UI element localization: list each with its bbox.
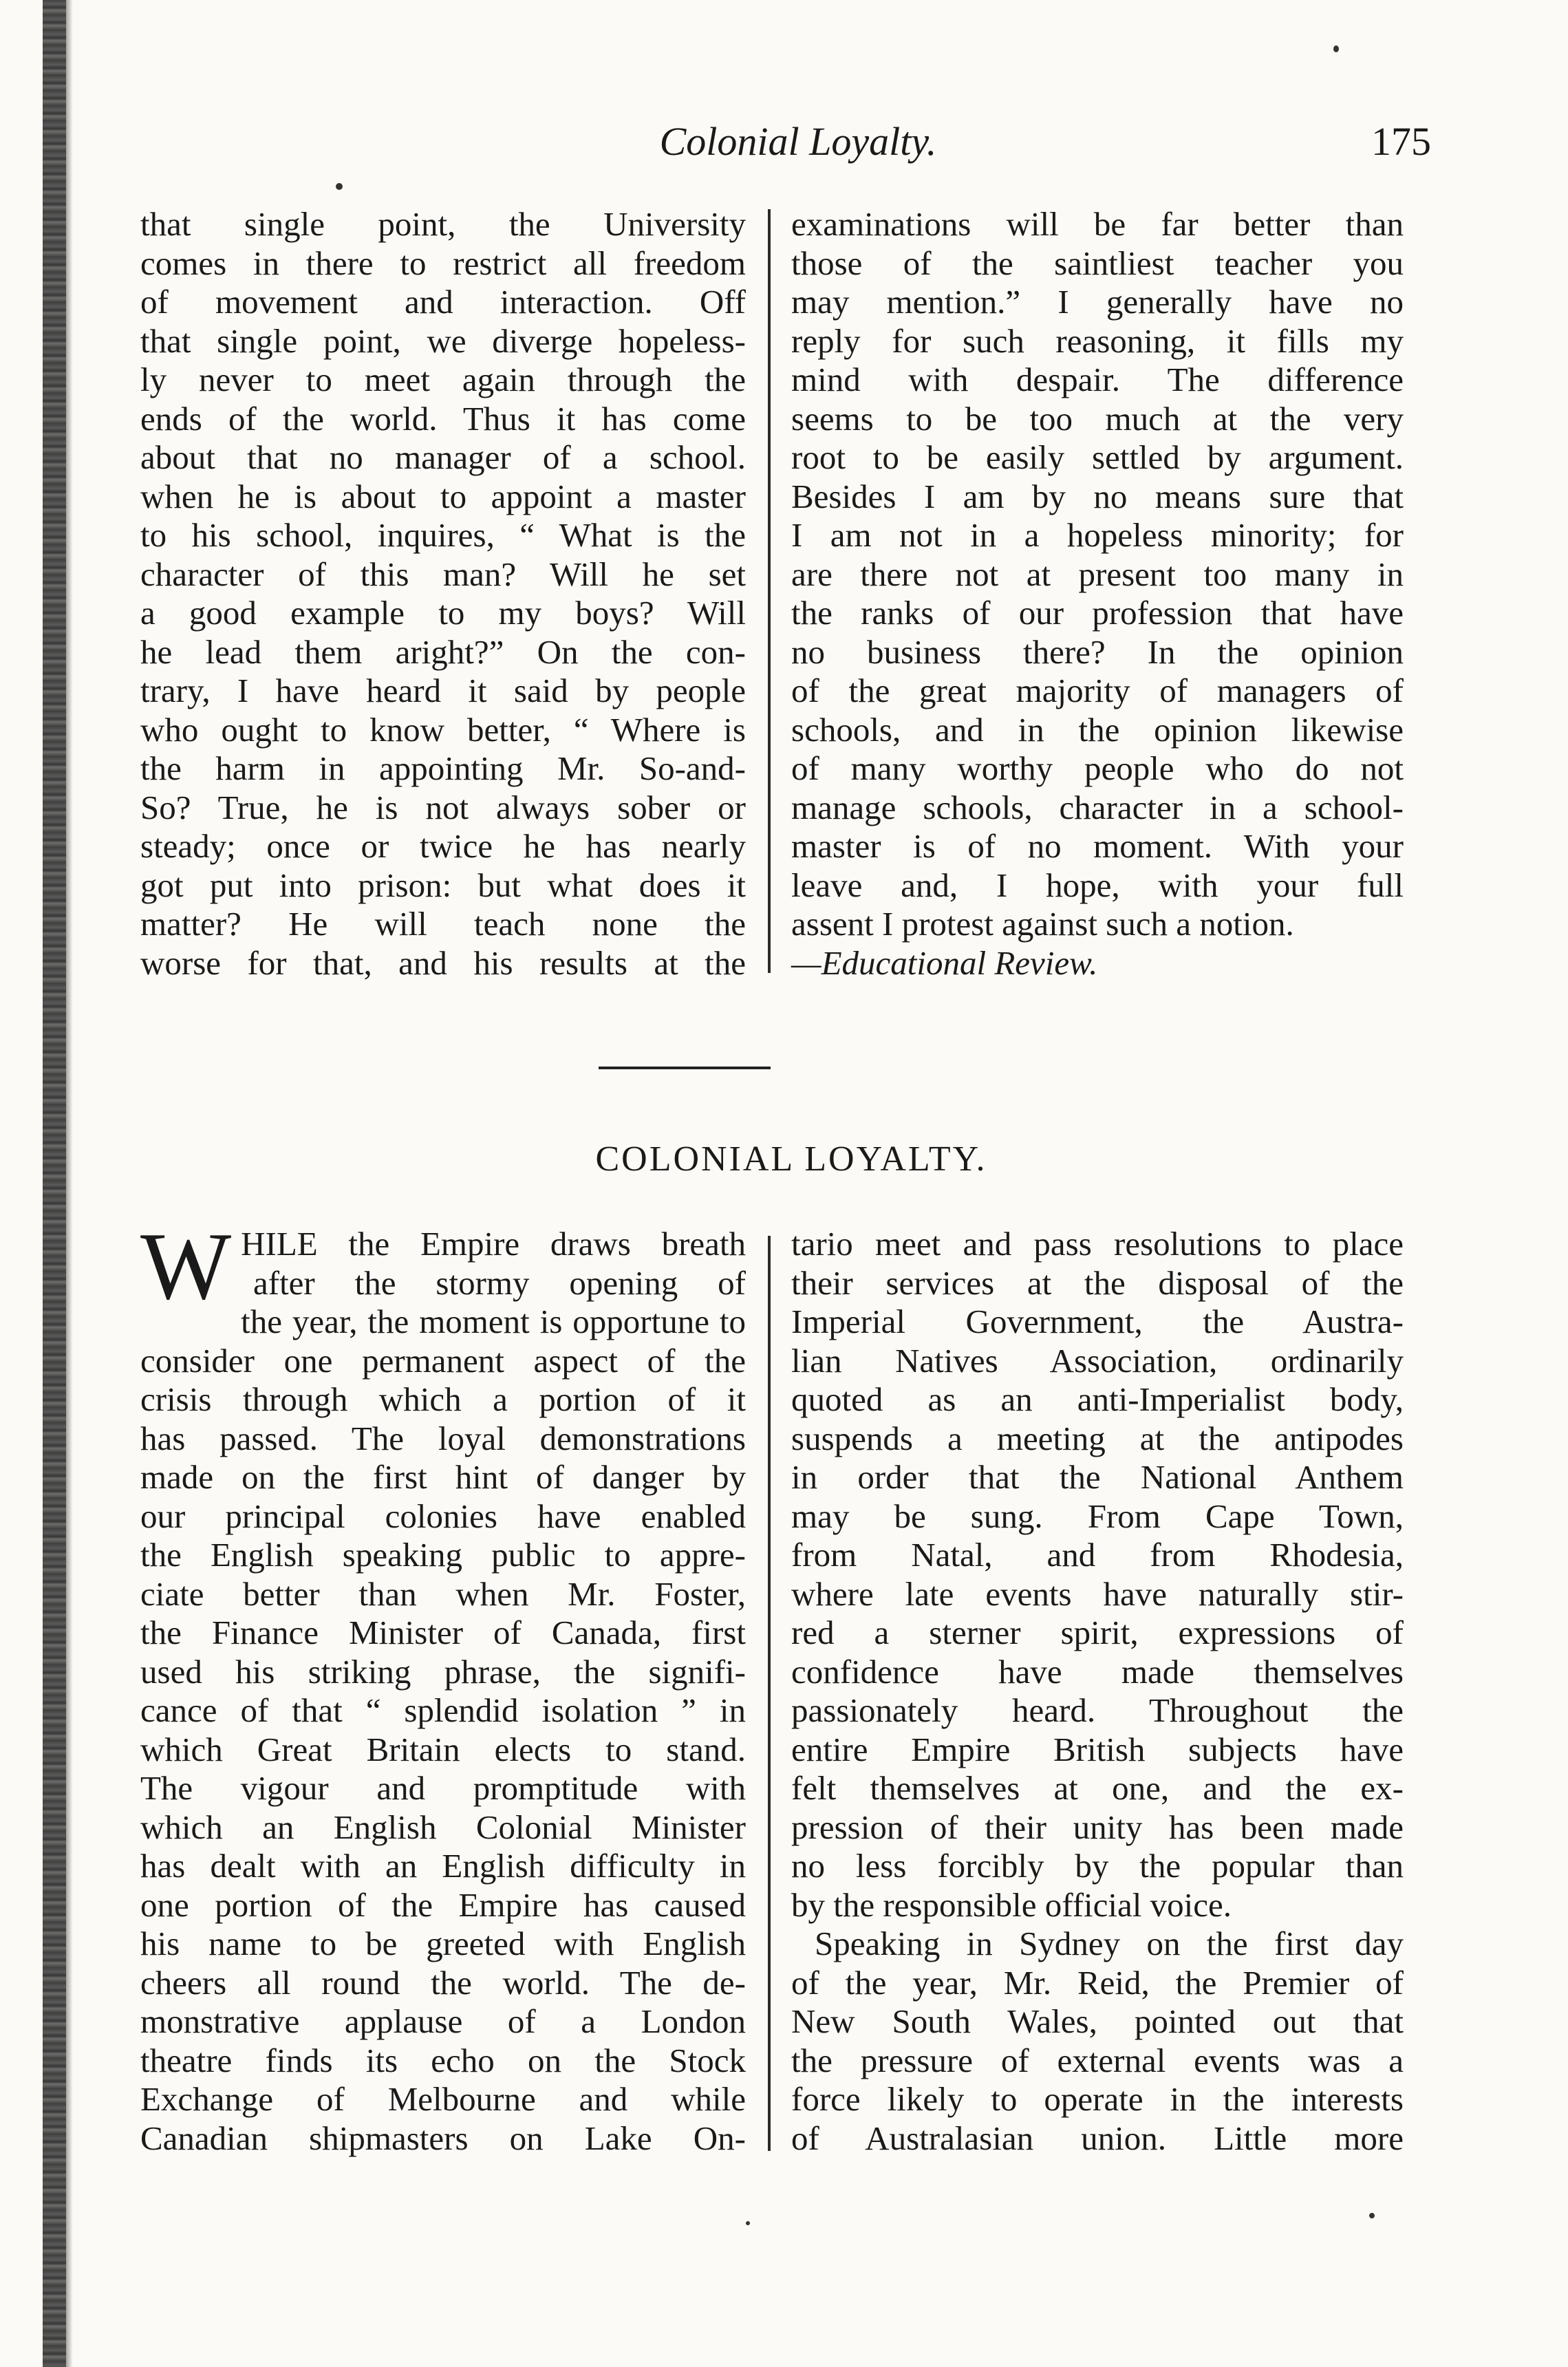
text-line: no less forcibly by the popular than xyxy=(791,1847,1404,1885)
spine-edge-shading xyxy=(66,0,73,2367)
scan-speck xyxy=(746,2221,750,2225)
text-line: ends of the world. Thus it has come xyxy=(140,399,746,438)
text-line: crisis through which a portion of it xyxy=(140,1380,746,1418)
text-line: his name to be greeted with English xyxy=(140,1925,746,1962)
text-line: trary, I have heard it said by people xyxy=(140,672,746,709)
text-line: may be sung. From Cape Town, xyxy=(791,1497,1404,1535)
text-line: from Natal, and from Rhodesia, xyxy=(791,1536,1404,1574)
text-line: their services at the disposal of the xyxy=(791,1263,1404,1302)
page-number: 175 xyxy=(1371,119,1431,164)
text-line: red a sterner spirit, expressions of xyxy=(791,1614,1404,1651)
scan-speck xyxy=(1333,45,1339,52)
text-line: New South Wales, pointed out that xyxy=(791,2002,1404,2040)
text-line: by the responsible official voice. xyxy=(791,1885,1232,1924)
text-line: Canadian shipmasters on Lake On- xyxy=(140,2119,746,2157)
text-line: that single point, we diverge hopeless- xyxy=(140,321,746,360)
text-line: cheers all round the world. The de- xyxy=(140,1963,746,2002)
text-line: ciate better than when Mr. Foster, xyxy=(140,1574,746,1613)
text-line: made on the first hint of danger by xyxy=(140,1458,746,1496)
text-line: comes in there to restrict all freedom xyxy=(140,244,746,282)
text-line: lian Natives Association, ordinarily xyxy=(791,1341,1404,1380)
article1-column-right xyxy=(791,205,1404,983)
text-line: master is of no moment. With your xyxy=(791,827,1404,865)
text-line: Imperial Government, the Austra- xyxy=(791,1303,1404,1340)
section-divider xyxy=(599,1067,771,1069)
text-line: suspends a meeting at the antipodes xyxy=(791,1419,1404,1457)
text-line: Speaking in Sydney on the first day xyxy=(815,1925,1404,1962)
text-line: the English speaking public to appre- xyxy=(140,1536,746,1574)
text-line: has dealt with an English difficulty in xyxy=(140,1847,746,1885)
text-line: of movement and interaction. Off xyxy=(140,283,746,321)
text-line: no business there? In the opinion xyxy=(791,632,1404,671)
text-line: who ought to know better, “ Where is xyxy=(140,710,746,749)
article2-column-right xyxy=(791,1225,1404,2158)
text-line: The vigour and promptitude with xyxy=(140,1769,746,1807)
text-line: are there not at present too many in xyxy=(791,555,1404,593)
text-line: worse for that, and his results at the xyxy=(140,943,746,982)
text-line: the Finance Minister of Canada, first xyxy=(140,1614,746,1651)
text-line: steady; once or twice he has nearly xyxy=(140,827,746,865)
text-line: after the stormy opening of xyxy=(253,1263,746,1302)
text-line: of the year, Mr. Reid, the Premier of xyxy=(791,1963,1404,2002)
article-heading: COLONIAL LOYALTY. xyxy=(595,1139,987,1179)
text-line: has passed. The loyal demonstrations xyxy=(140,1419,746,1457)
article1-column-left xyxy=(140,205,746,983)
text-line: where late events have naturally stir- xyxy=(791,1574,1404,1613)
text-line: So? True, he is not always sober or xyxy=(140,788,746,826)
text-line: Besides I am by no means sure that xyxy=(791,477,1404,515)
text-line: Exchange of Melbourne and while xyxy=(140,2080,746,2118)
text-line: confidence have made themselves xyxy=(791,1652,1404,1691)
text-line: one portion of the Empire has caused xyxy=(140,1885,746,1924)
text-line: those of the saintliest teacher you xyxy=(791,244,1404,282)
text-line: used his striking phrase, the signifi- xyxy=(140,1652,746,1691)
book-spine-shadow xyxy=(43,0,66,2367)
text-line: tario meet and pass resolutions to place xyxy=(791,1225,1404,1263)
text-line: the year, the moment is opportune to xyxy=(241,1303,746,1340)
source-citation: —Educational Review. xyxy=(791,943,1098,982)
text-line: which Great Britain elects to stand. xyxy=(140,1730,746,1768)
running-title: Colonial Loyalty. xyxy=(659,119,937,164)
column-divider xyxy=(768,209,771,973)
text-line: when he is about to appoint a master xyxy=(140,477,746,515)
scan-speck xyxy=(336,183,343,190)
text-line: quoted as an anti-Imperialist body, xyxy=(791,1380,1404,1418)
text-line: that single point, the University xyxy=(140,205,746,243)
text-line: a good example to my boys? Will xyxy=(140,594,746,632)
text-line: may mention.” I generally have no xyxy=(791,283,1404,321)
text-line: I am not in a hopeless minority; for xyxy=(791,516,1404,554)
text-line: the harm in appointing Mr. So-and- xyxy=(140,749,746,787)
text-line: character of this man? Will he set xyxy=(140,555,746,593)
text-line: in order that the National Anthem xyxy=(791,1458,1404,1496)
text-line: about that no manager of a school. xyxy=(140,438,746,476)
text-line: felt themselves at one, and the ex- xyxy=(791,1769,1404,1807)
text-line: cance of that “ splendid isolation ” in xyxy=(140,1691,746,1729)
text-line: schools, and in the opinion likewise xyxy=(791,710,1404,749)
drop-cap: W xyxy=(140,1213,232,1320)
text-line: passionately heard. Throughout the xyxy=(791,1691,1404,1729)
text-line: mind with despair. The difference xyxy=(791,361,1404,398)
text-line: to his school, inquires, “ What is the xyxy=(140,516,746,554)
text-line: our principal colonies have enabled xyxy=(140,1497,746,1535)
text-line: reply for such reasoning, it fills my xyxy=(791,321,1404,360)
text-line: of many worthy people who do not xyxy=(791,749,1404,787)
text-line: of the great majority of managers of xyxy=(791,672,1404,709)
text-line: leave and, I hope, with your full xyxy=(791,866,1404,904)
article2-column-left xyxy=(140,1213,746,2158)
text-line: pression of their unity has been made xyxy=(791,1808,1404,1846)
text-line: HILE the Empire draws breath xyxy=(241,1225,746,1263)
text-line: monstrative applause of a London xyxy=(140,2002,746,2040)
text-line: manage schools, character in a school- xyxy=(791,788,1404,826)
text-line: examinations will be far better than xyxy=(791,205,1404,243)
text-line: theatre finds its echo on the Stock xyxy=(140,2041,746,2079)
text-line: he lead them aright?” On the con- xyxy=(140,632,746,671)
column-divider xyxy=(768,1236,771,2151)
text-line: the pressure of external events was a xyxy=(791,2041,1404,2079)
text-line: seems to be too much at the very xyxy=(791,399,1404,438)
text-line: root to be easily settled by argument. xyxy=(791,438,1404,476)
text-line: matter? He will teach none the xyxy=(140,905,746,943)
text-line: of Australasian union. Little more xyxy=(791,2119,1404,2157)
text-line: consider one permanent aspect of the xyxy=(140,1341,746,1380)
text-line: got put into prison: but what does it xyxy=(140,866,746,904)
text-line: the ranks of our profession that have xyxy=(791,594,1404,632)
text-line: force likely to operate in the interests xyxy=(791,2080,1404,2118)
text-line: which an English Colonial Minister xyxy=(140,1808,746,1846)
scan-speck xyxy=(1369,2213,1375,2218)
text-line: ly never to meet again through the xyxy=(140,361,746,398)
text-line: entire Empire British subjects have xyxy=(791,1730,1404,1768)
text-line: assent I protest against such a notion. xyxy=(791,905,1294,943)
